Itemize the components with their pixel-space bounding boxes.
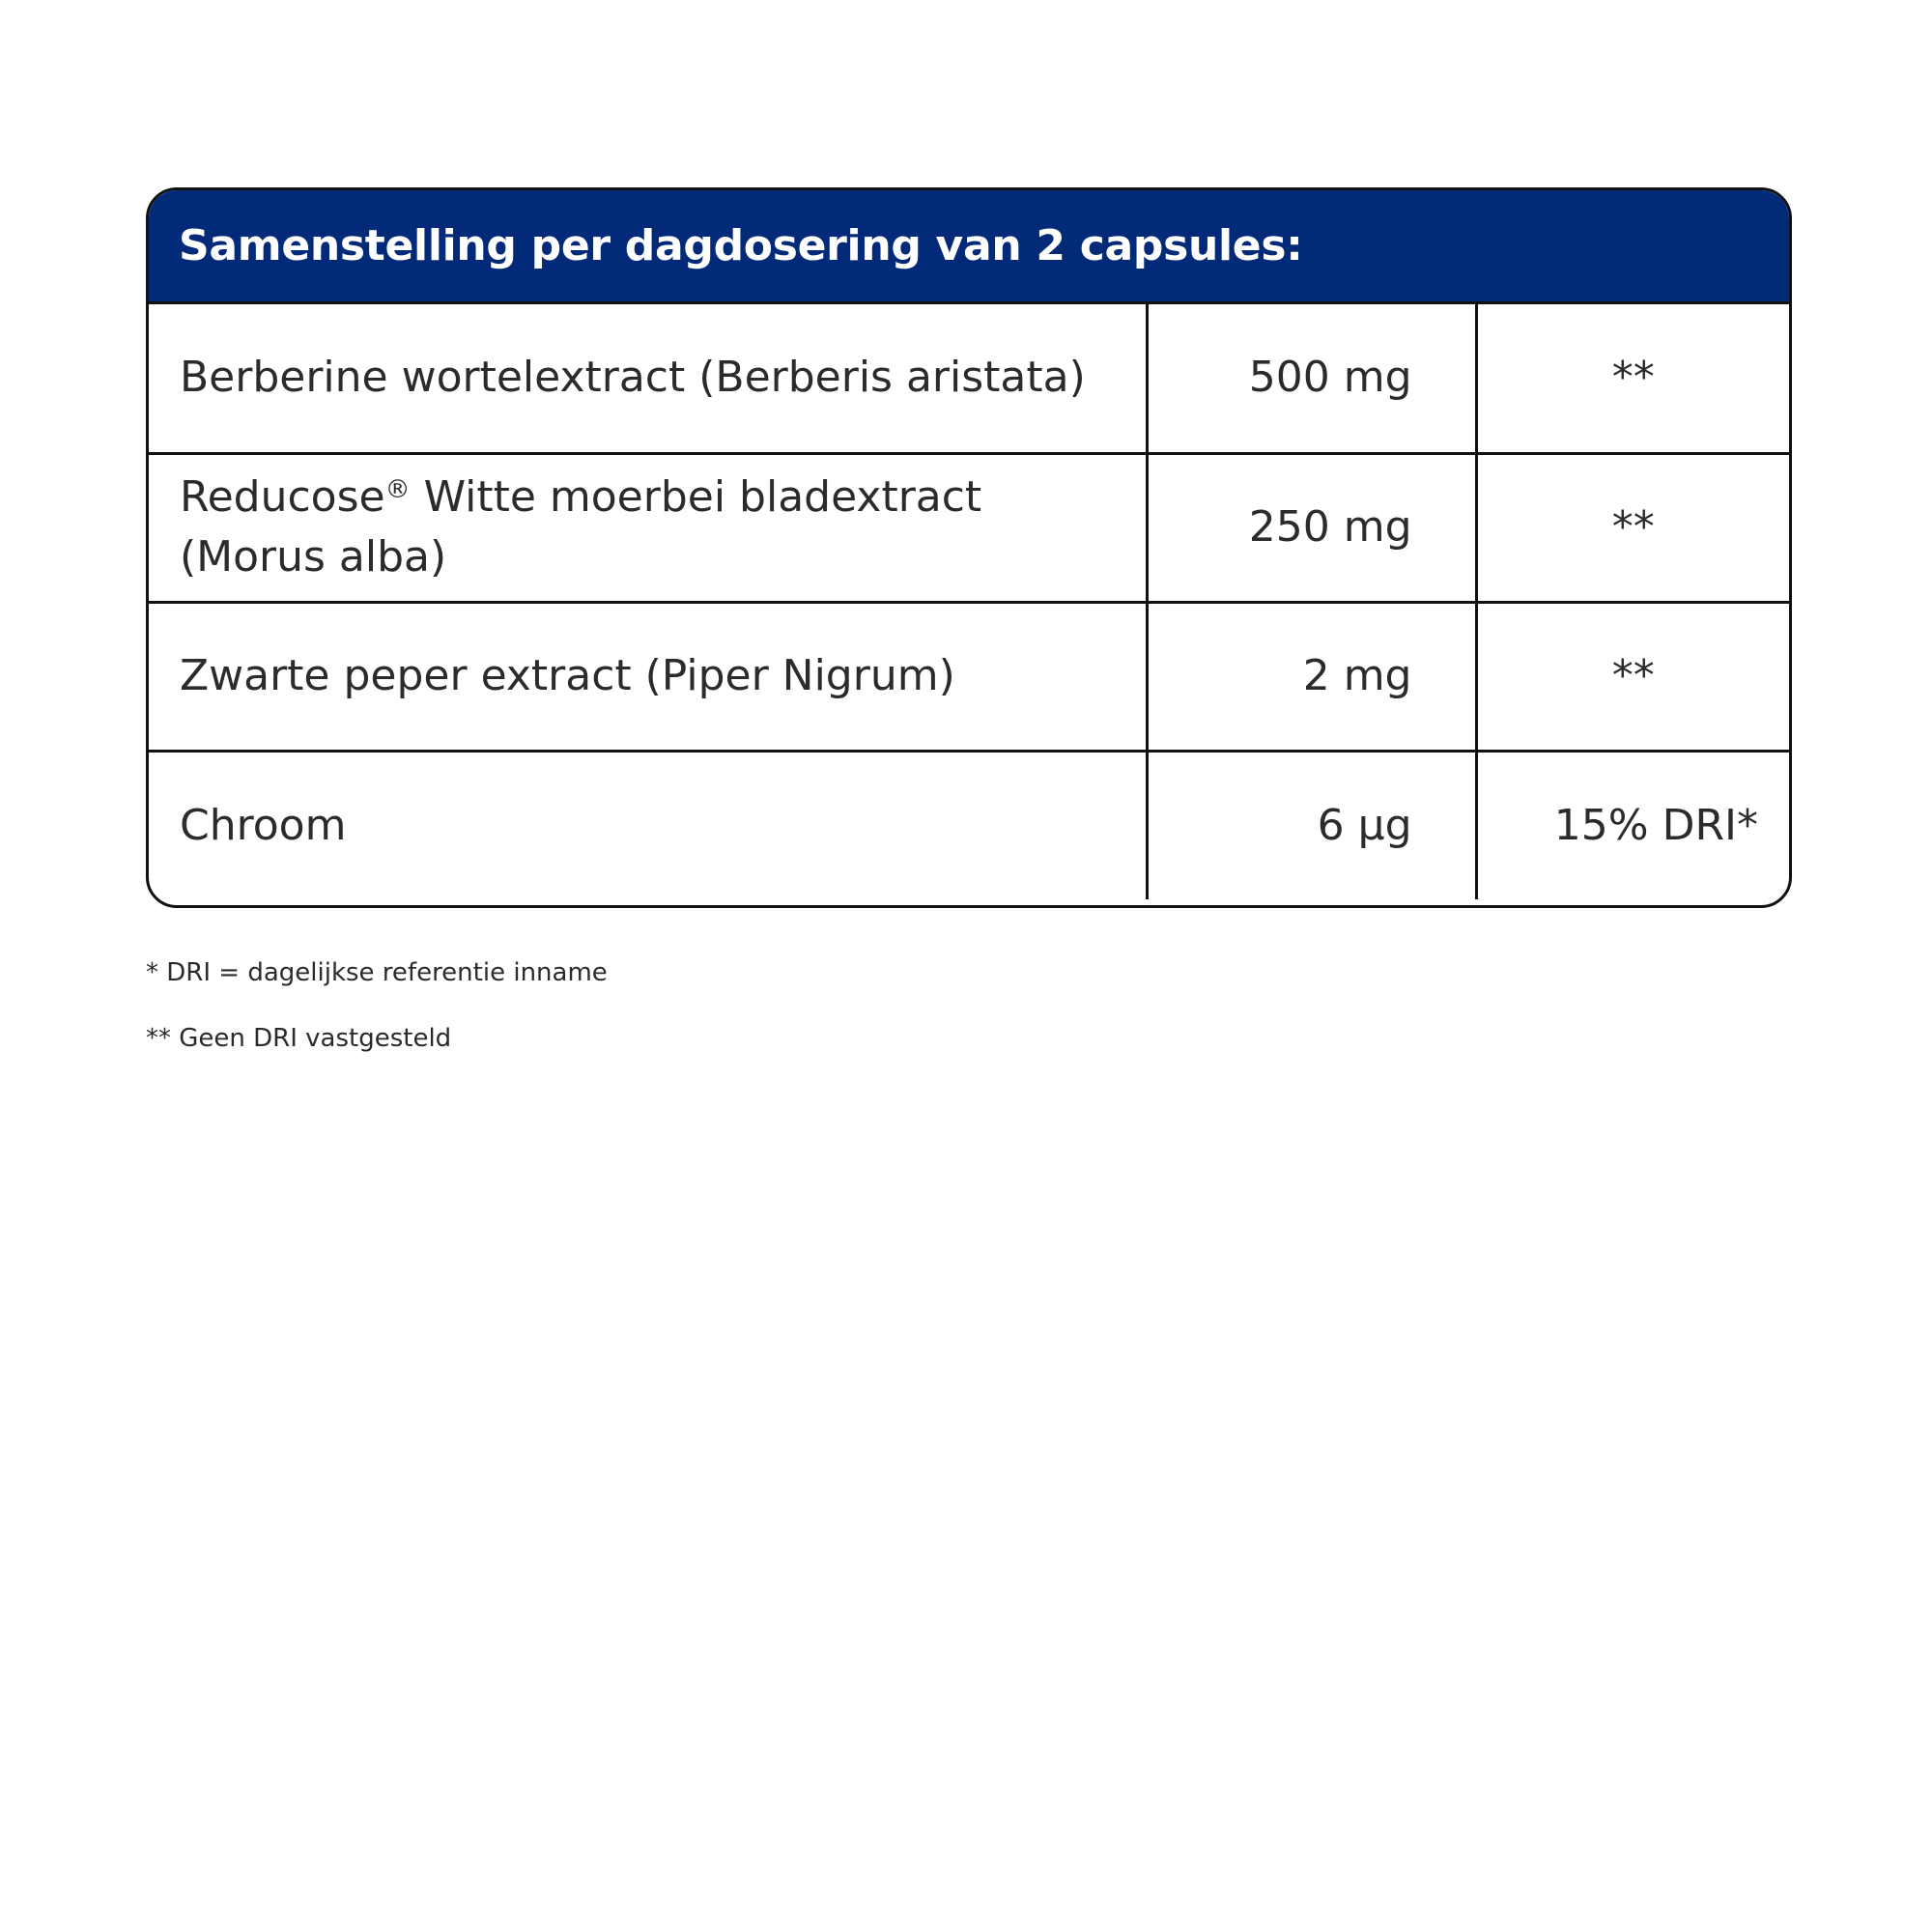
- footnote-no-dri: ** Geen DRI vastgesteld: [146, 1024, 452, 1053]
- dri-cell: **: [1476, 453, 1789, 602]
- amount-cell: 500 mg: [1147, 304, 1476, 453]
- ingredient-cell: Chroom: [149, 751, 1147, 899]
- table-row: [149, 453, 1789, 602]
- amount-cell: 250 mg: [1147, 453, 1476, 602]
- footnote-dri: * DRI = dagelijkse referentie inname: [146, 958, 608, 987]
- ingredient-cell: Zwarte peper extract (Piper Nigrum): [149, 602, 1147, 751]
- amount-cell: 2 mg: [1147, 602, 1476, 751]
- table-row: [149, 304, 1789, 453]
- composition-header: [149, 190, 1789, 304]
- ingredient-cell: Berberine wortelextract (Berberis aristata): [180, 353, 1086, 403]
- dri-cell: **: [1476, 304, 1789, 453]
- dri-cell: 15% DRI*: [1476, 751, 1789, 899]
- ingredient-brand: Reducose: [180, 472, 385, 523]
- ingredient-cell: [149, 453, 1147, 602]
- table-row: [149, 602, 1789, 751]
- composition-table: [149, 304, 1789, 899]
- ingredient-description: Witte moerbei bladextract (Morus alba): [180, 472, 982, 582]
- dri-cell: **: [1476, 602, 1789, 751]
- composition-title: Samenstelling per dagdosering van 2 capsules:: [179, 221, 1303, 270]
- composition-panel: [146, 187, 1792, 908]
- table-row: [149, 751, 1789, 899]
- amount-cell: 6 µg: [1147, 751, 1476, 899]
- registered-mark: ®: [384, 475, 411, 505]
